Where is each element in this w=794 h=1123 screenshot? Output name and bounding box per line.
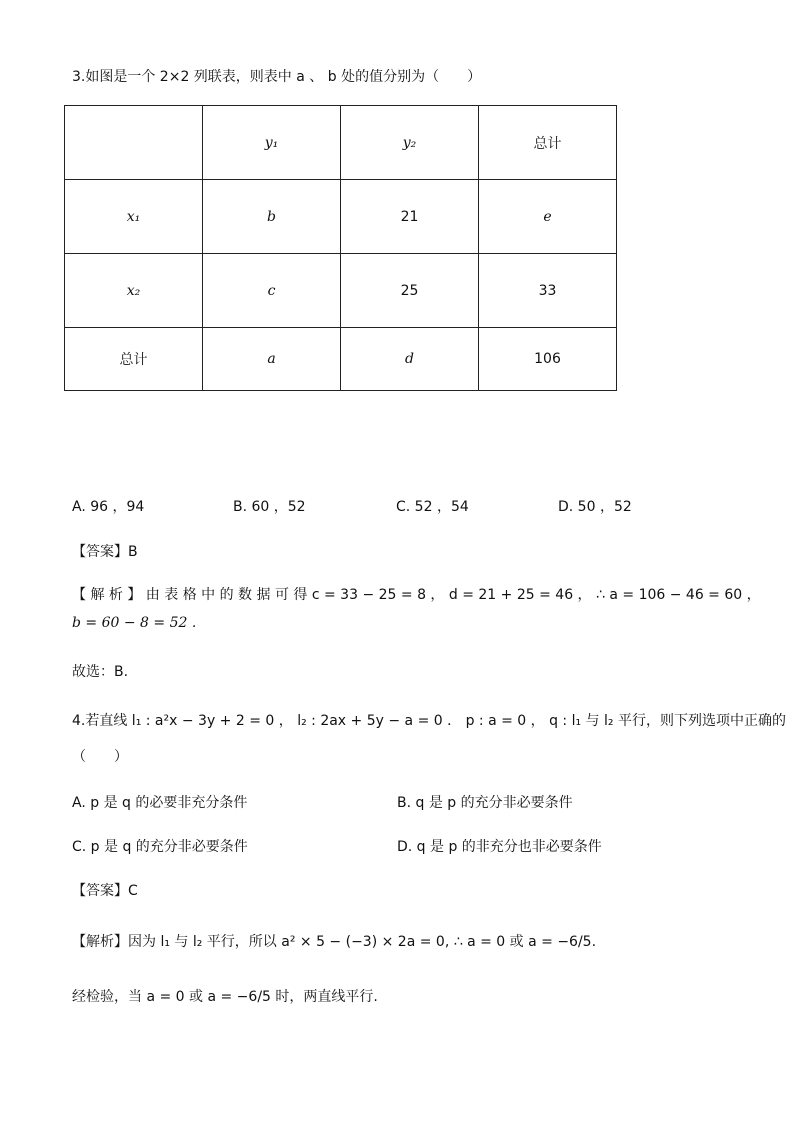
q4-option-b: B. q 是 p 的充分非必要条件: [397, 795, 573, 811]
option-c: C. 52 ，54: [396, 499, 469, 515]
table-cell: 总计: [65, 328, 203, 391]
table-cell: x₁: [65, 180, 203, 254]
q4-option-c: C. p 是 q 的充分非必要条件: [72, 839, 248, 855]
table-cell: y₁: [203, 106, 341, 180]
q3-options: [72, 496, 772, 516]
table-row: [65, 328, 617, 391]
table-cell: x₂: [65, 254, 203, 328]
table-cell: [65, 106, 203, 180]
q3-conclusion: 故选：B.: [72, 664, 129, 680]
q4-check: 经检验，当 a = 0 或 a = −6/5 时，两直线平行.: [72, 989, 378, 1005]
q3-stem: 3.如图是一个 2×2 列联表，则表中 a 、 b 处的值分别为（ ）: [72, 69, 482, 85]
q3-analysis-line2: b = 60 − 8 = 52 .: [72, 615, 197, 631]
option-d: D. 50 ，52: [558, 499, 632, 515]
table-cell: 总计: [479, 106, 617, 180]
table-cell: y₂: [341, 106, 479, 180]
table-row: [65, 106, 617, 180]
table-row: [65, 180, 617, 254]
table-cell: 21: [341, 180, 479, 254]
table-cell: 106: [479, 328, 617, 391]
q3-answer: 【答案】B: [72, 544, 138, 560]
q4-option-d: D. q 是 p 的非充分也非必要条件: [397, 839, 602, 855]
q3-analysis-line1: 【 解 析 】 由 表 格 中 的 数 据 可 得 c = 33 − 25 = 8 ， d = 21 + 25 = 46 ， ∴ a = 106 − 46 = 60 ，: [72, 587, 761, 603]
table-cell: b: [203, 180, 341, 254]
q4-option-a: A. p 是 q 的必要非充分条件: [72, 795, 248, 811]
q4-analysis: 【解析】因为 l₁ 与 l₂ 平行，所以 a² × 5 − (−3) × 2a = 0, ∴ a = 0 或 a = −6/5.: [72, 934, 597, 950]
table-cell: c: [203, 254, 341, 328]
q4-answer: 【答案】C: [72, 883, 138, 899]
table-cell: e: [479, 180, 617, 254]
option-b: B. 60 ，52: [233, 499, 306, 515]
table-cell: a: [203, 328, 341, 391]
q4-stem-line2: （ ）: [72, 749, 128, 765]
option-a: A. 96 ，94: [72, 499, 145, 515]
contingency-table: [64, 105, 617, 391]
table-row: [65, 254, 617, 328]
q4-stem-line1: 4.若直线 l₁ : a²x − 3y + 2 = 0 ， l₂ : 2ax + 5y − a = 0 ． p : a = 0 ， q : l₁ 与 l₂ 平行，则下列选项中正确的: [72, 713, 786, 729]
table-cell: d: [341, 328, 479, 391]
table-cell: 25: [341, 254, 479, 328]
table-cell: 33: [479, 254, 617, 328]
